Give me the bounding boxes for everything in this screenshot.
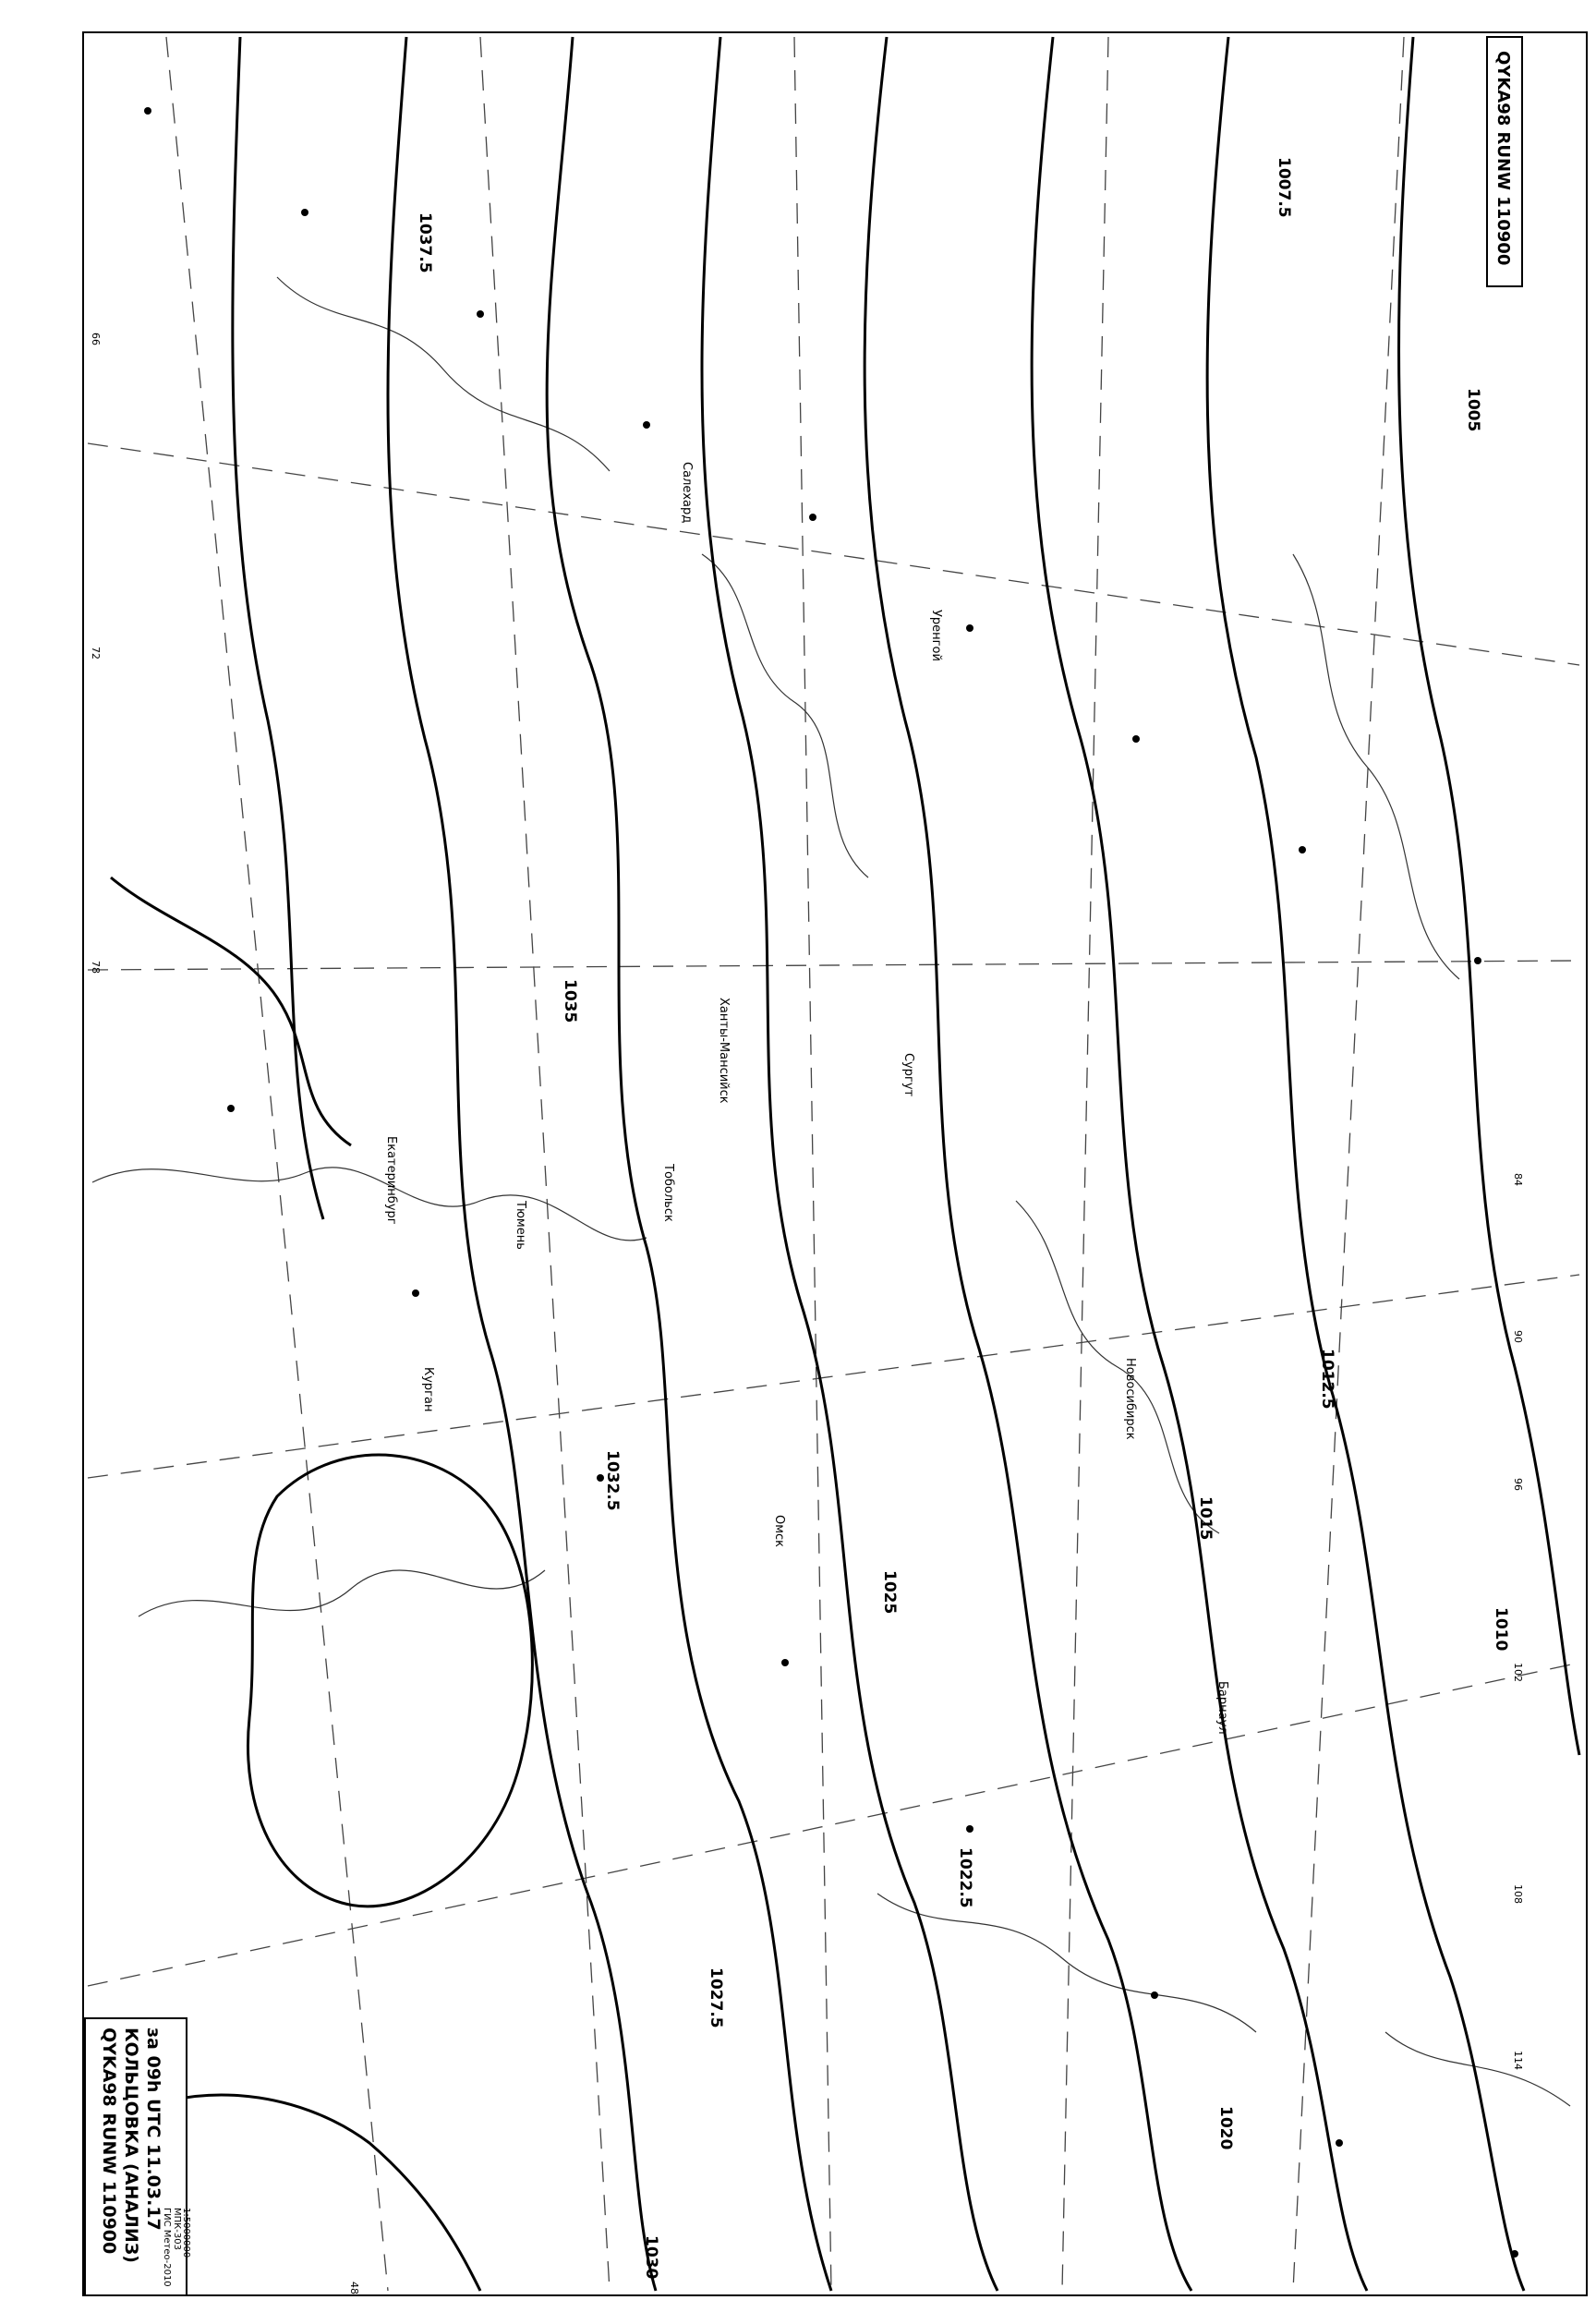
footer-stamp-scale: 1:5000000	[181, 2208, 191, 2258]
isobar-label: 1037.5	[416, 212, 434, 273]
isobar-label: 1007.5	[1275, 157, 1293, 218]
footer-stamp-title: КОЛЬЦОВКА (АНАЛИЗ)	[121, 2028, 141, 2263]
grid-tick-group	[90, 333, 1524, 2294]
grid-tick-label: 102	[1512, 1663, 1524, 1682]
place-label: Барнаул	[1215, 1681, 1229, 1735]
station-markers	[144, 107, 1518, 2258]
grid-tick-label: 96	[1512, 1478, 1524, 1491]
isobar-label: 1012.5	[1318, 1349, 1336, 1410]
isobar-label: 1015	[1196, 1496, 1215, 1541]
isobar-label: 1005	[1464, 388, 1482, 432]
isobar-label: 1025	[880, 1570, 899, 1615]
place-label: Уренгой	[929, 610, 943, 661]
isobar-label: 1022.5	[956, 1847, 974, 1908]
grid-tick-label: 72	[90, 647, 102, 660]
grid-tick-label: 66	[90, 333, 102, 345]
footer-stamp-model: МПК-303	[172, 2208, 182, 2250]
grid-tick-label: 78	[90, 961, 102, 974]
grid-tick-label: 114	[1512, 2051, 1524, 2070]
place-label: Екатеринбург	[384, 1136, 398, 1225]
grid-tick-label: 90	[1512, 1330, 1524, 1343]
graticule	[88, 37, 1579, 2291]
footer-stamp-source: ГИС Метео-2010	[162, 2208, 172, 2287]
isobar-label: 1020	[1216, 2106, 1235, 2150]
place-label: Тюмень	[514, 1201, 527, 1250]
footer-stamp-code: QYKA98 RUNW 110900	[99, 2028, 119, 2255]
isobar-label: 1027.5	[707, 1967, 725, 2028]
grid-tick-label: 84	[1512, 1173, 1524, 1186]
place-label: Омск	[772, 1515, 786, 1548]
isobar-label: 1030	[642, 2235, 660, 2280]
place-label: Новосибирск	[1123, 1358, 1137, 1440]
coastlines	[92, 277, 1570, 2106]
isobar-label: 1035	[561, 979, 579, 1023]
grid-tick-label: 48	[348, 2282, 360, 2294]
header-stamp	[1487, 37, 1522, 286]
footer-stamp-time: за 09h UTC 11.03.17	[143, 2028, 163, 2231]
footer-stamp	[85, 2018, 191, 2295]
grid-tick-label: 108	[1512, 1884, 1524, 1904]
place-label: Тобольск	[661, 1164, 675, 1222]
place-label: Салехард	[680, 462, 694, 524]
isobar-label: 1032.5	[603, 1450, 622, 1511]
isobar-label: 1010	[1492, 1607, 1510, 1652]
place-label: Курган	[421, 1367, 435, 1412]
isobars	[111, 37, 1579, 2291]
place-label: Сургут	[901, 1053, 915, 1097]
header-stamp-code: QYKA98 RUNW 110900	[1493, 51, 1513, 266]
place-label: Ханты-Мансийск	[717, 998, 731, 1104]
